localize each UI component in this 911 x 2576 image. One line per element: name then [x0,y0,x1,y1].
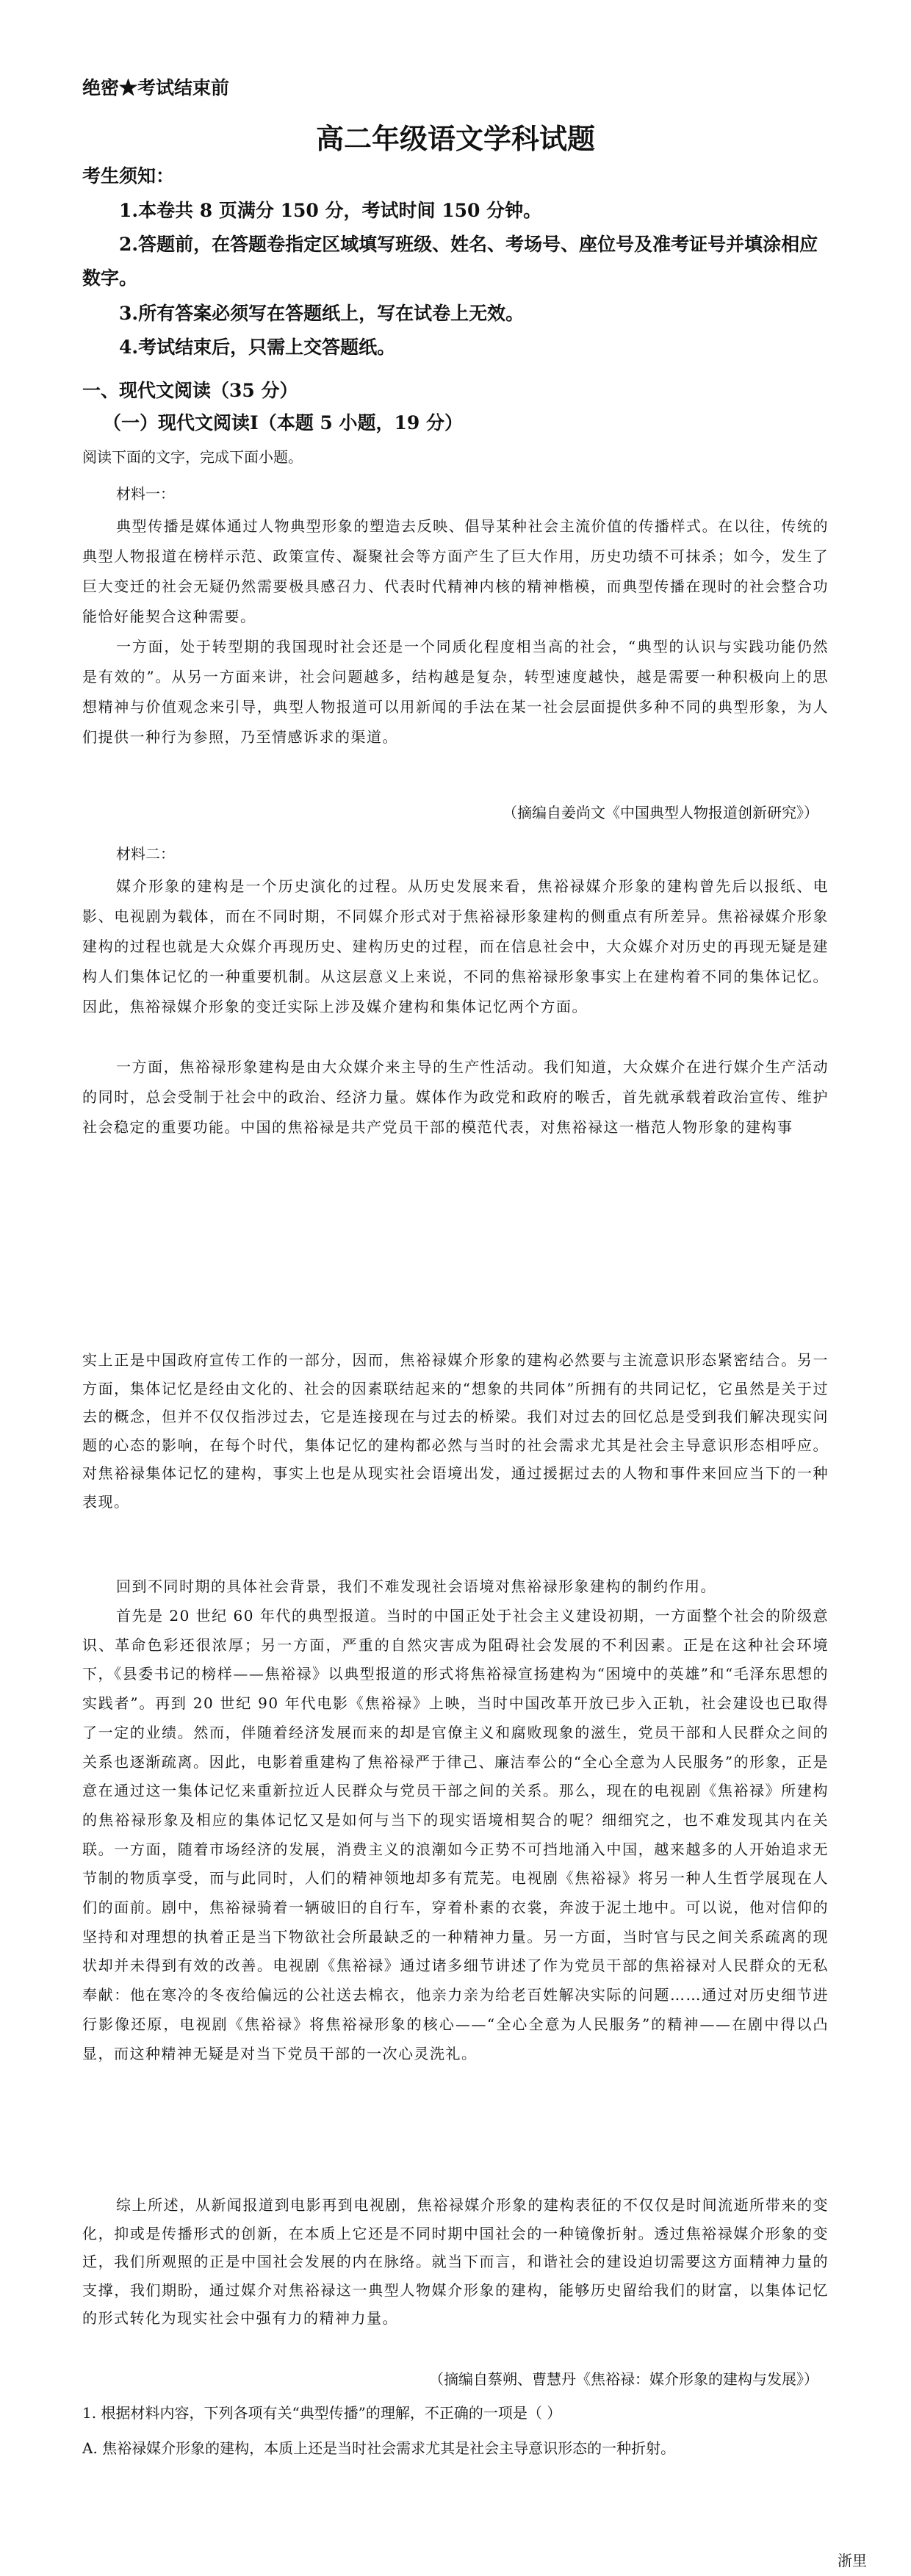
material-1-source: （摘编自姜尚文《中国典型人物报道创新研究》） [503,804,818,821]
material-2-paragraph: 一方面，焦裕禄形象建构是由大众媒介来主导的生产性活动。我们知道，大众媒介在进行媒介生产活动的同时，总会受制于社会中的政治、经济力量。媒体作为政党和政府的喉舌，首先就承载着政治宣传、维护社会稳定的重要功能。中国的焦裕禄是共产党员干部的模范代表，对焦裕禄这一楷范人物形象的建构事 [82,1058,829,1136]
material-2-label: 材料二： [116,845,175,863]
question-option-a: A. 焦裕禄媒介形象的建构，本质上还是当时社会需求尤其是社会主导意识形态的一种折射。 [82,2439,676,2457]
material-2-continuation: 首先是 20 世纪 60 年代的典型报道。当时的中国正处于社会主义建设初期，一方面整个社会的阶级意识、革命色彩还很浓厚；另一方面，严重的自然灾害成为阻碍社会发展的不利因素。正是在这种社会环境下，《县委书记的榜样——焦裕禄》以典型报道的形式将焦裕禄宣扬建构为“困境中的英雄”和“毛泽东思想的实践者”。再到 20 世纪 90 年代电影《焦裕禄》上映，当时中国改革开放已步入正轨，社会建设也已取得了一定的业绩。然而，伴随着经济发展而来的却是官僚主义和腐败现象的滋生，党员干部和人民群众之间的关系也逐渐疏离。因此，电影着重建构了焦裕禄严于律己、廉洁奉公的“全心全意为人民服务”的形象，正是意在通过这一集体记忆来重新拉近人民群众与党员干部之间的关系。那么，现在的电视剧《焦裕禄》所建构的焦裕禄形象及相应的集体记忆又是如何与当下的现实语境相契合的呢？细细究之，也不难发现其内在关联。一方面，随着市场经济的发展，消费主义的浪潮如今正势不可挡地涌入中国，越来越多的人开始追求无节制的物质享受，而与此同时，人们的精神领地却多有荒芜。电视剧《焦裕禄》将另一种人生哲学展现在人们的面前。剧中，焦裕禄骑着一辆破旧的自行车，穿着朴素的衣裳，奔波于泥土地中。可以说，他对信仰的坚持和对理想的执着正是当下物欲社会所最缺乏的一种精神力量。另一方面，当时官与民之间关系疏离的现状却并未得到有效的改善。电视剧《焦裕禄》通过诸多细节讲述了作为党员干部的焦裕禄对人民群众的无私奉献：他在寒冷的冬夜给偏远的公社送去棉衣，他亲力亲为给老百姓解决实际的问题……通过对历史细节进行影像还原，电视剧《焦裕禄》将焦裕禄形象的核心——“全心全意为人民服务”的精神——在剧中得以凸显，而这种精神无疑是对当下党员干部的一次心灵洗礼。 [82,1607,829,2062]
material-1-paragraph: 一方面，处于转型期的我国现时社会还是一个同质化程度相当高的社会，“典型的认识与实践功能仍然是有效的”。从另一方面来讲，社会问题越多，结构越是复杂，转型速度越快，越是需要一种积极向上的思想精神与价值观念来引导，典型人物报道可以用新闻的手法在某一社会层面提供多种不同的典型形象，为人们提供一种行为参照，乃至情感诉求的渠道。 [82,638,829,746]
material-2-source: （摘编自蔡朔、曹慧丹《焦裕禄：媒介形象的建构与发展》） [429,2370,818,2388]
material-2-continuation: 综上所述，从新闻报道到电影再到电视剧，焦裕禄媒介形象的建构表征的不仅仅是时间流逝所带来的变化，抑或是传播形式的创新，在本质上它还是不同时期中国社会的一种镜像折射。透过焦裕禄媒介形象的变迁，我们所观照的正是中国社会发展的内在脉络。就当下而言，和谐社会的建设迫切需要这方面精神力量的支撑，我们期盼，通过媒介对焦裕禄这一典型人物媒介形象的建构，能够历史留给我们的財富，以集体记忆的形式转化为现实社会中强有力的精神力量。 [82,2196,829,2327]
confidential-label: 绝密★考试结束前 [82,77,230,98]
notice-item-4: 4.考试结束后，只需上交答题纸。 [119,337,396,358]
material-2-continuation: 实上正是中国政府宣传工作的一部分，因而，焦裕禄媒介形象的建构必然要与主流意识形态紧密结合。另一方面，集体记忆是经由文化的、社会的因素联结起来的“想象的共同体”所拥有的共同记忆，它虽然是关于过去的概念，但并不仅仅指涉过去，它是连接现在与过去的桥梁。我们对过去的回忆总是受到我们解决现实问题的心态的影响，在每个时代，集体记忆的建构都必然与当时的社会需求尤其是社会主导意识形态相呼应。对焦裕禄集体记忆的建构，事实上也是从现实社会语境出发，通过援据过去的人物和事件来回应当下的一种表现。 [82,1351,829,1511]
footer-mark: 浙里 [838,2552,867,2569]
notice-item-3: 3.所有答案必须写在答题纸上，写在试卷上无效。 [119,303,525,324]
section-subtitle: （一）现代文阅读Ⅰ（本题 5 小题，19 分） [103,412,463,433]
notice-heading: 考生须知： [82,165,175,187]
notice-item-1: 1.本卷共 8 页满分 150 分，考试时间 150 分钟。 [119,200,542,221]
material-2-continuation: 回到不同时期的具体社会背景，我们不难发现社会语境对焦裕禄形象建构的制约作用。 [116,1577,716,1595]
reading-instruction: 阅读下面的文字，完成下面小题。 [82,448,303,466]
question-stem: 1. 根据材料内容，下列各项有关“典型传播”的理解，不正确的一项是（ ） [82,2404,562,2422]
material-1-paragraph: 典型传播是媒体通过人物典型形象的塑造去反映、倡导某种社会主流价值的传播样式。在以往，传统的典型人物报道在榜样示范、政策宣传、凝聚社会等方面产生了巨大作用，历史功绩不可抹杀；如今，发生了巨大变迁的社会无疑仍然需要极具感召力、代表时代精神内核的精神楷模，而典型传播在现时的社会整合功能恰好能契合这种需要。 [82,517,829,625]
notice-item-2: 2.答题前，在答题卷指定区域填写班级、姓名、考场号、座位号及准考证号并填涂相应数字。 [82,234,818,289]
material-2-paragraph: 媒介形象的建构是一个历史演化的过程。从历史发展来看，焦裕禄媒介形象的建构曾先后以报纸、电影、电视剧为载体，而在不同时期，不同媒介形式对于焦裕禄形象建构的侧重点有所差异。焦裕禄媒介形象建构的过程也就是大众媒介再现历史、建构历史的过程，而在信息社会中，大众媒介对历史的再现无疑是建构人们集体记忆的一种重要机制。从这层意义上来说，不同的焦裕禄形象事实上在建构着不同的集体记忆。因此，焦裕禄媒介形象的变迁实际上涉及媒介建构和集体记忆两个方面。 [82,877,829,1015]
page-title: 高二年级语文学科试题 [315,122,595,155]
section-title: 一、现代文阅读（35 分） [82,380,298,401]
material-1-label: 材料一： [116,485,175,503]
